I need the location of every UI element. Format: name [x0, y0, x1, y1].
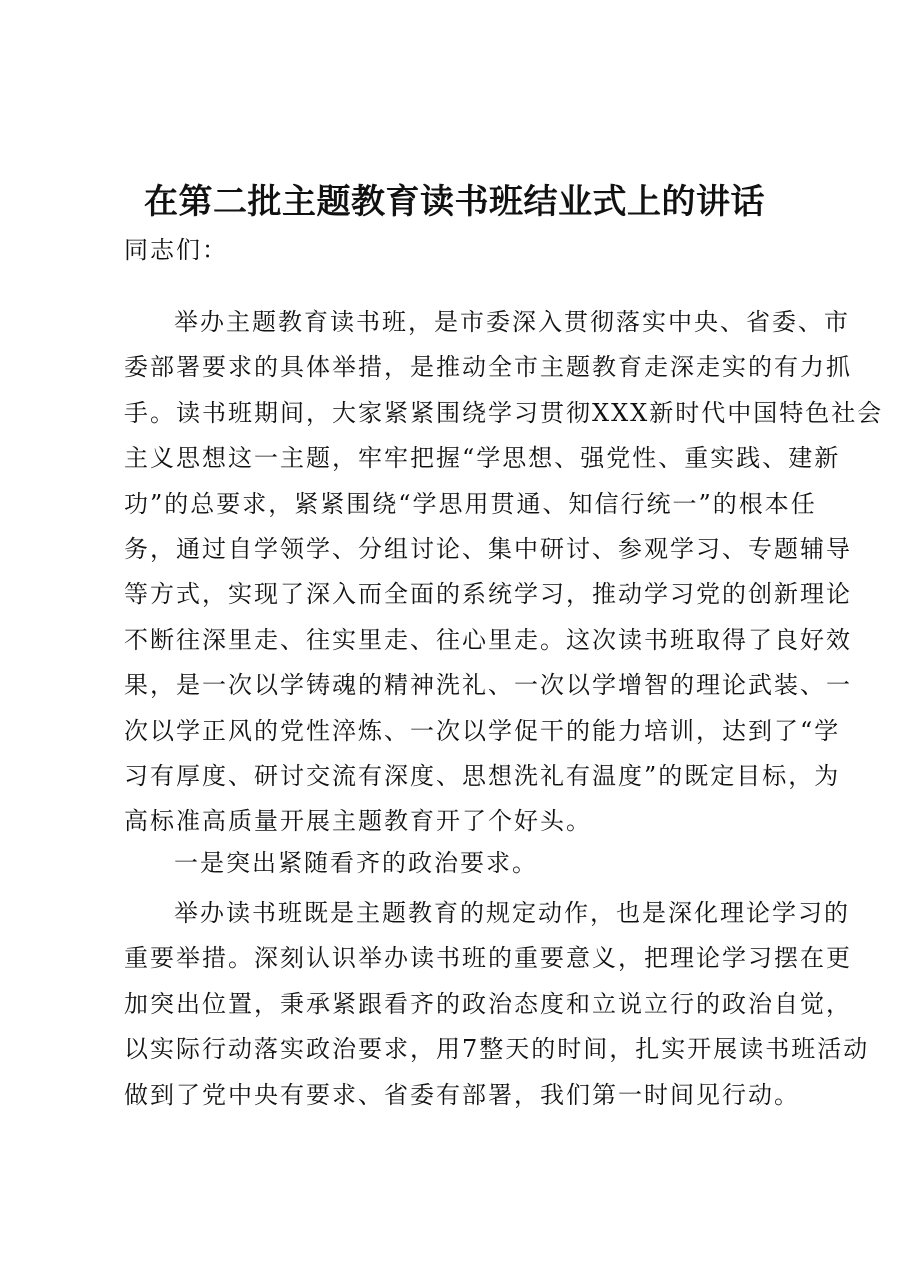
paragraph-line: 做到了党中央有要求、省委有部署，我们第一时间见行动。 — [124, 1080, 800, 1109]
paragraph-line: 次以学正风的党性淬炼、一次以学促干的能力培训，达到了“学 — [124, 716, 841, 745]
paragraph-line: 举办读书班既是主题教育的规定动作，也是深化理论学习的 — [174, 899, 850, 927]
paragraph-line: 务，通过自学领学、分组讨论、集中研讨、参观学习、专题辅导 — [124, 534, 852, 563]
paragraph-1 — [124, 300, 884, 845]
salutation-line: 同志们： — [124, 236, 228, 264]
document-title: 在第二批主题教育读书班结业式上的讲话 — [144, 182, 765, 222]
salutation — [124, 228, 810, 273]
paragraph-line: 手。读书班期间，大家紧紧围绕学习贯彻XXX新时代中国特色社会 — [124, 398, 884, 427]
paragraph-line: 等方式，实现了深入而全面的系统学习，推动学习党的创新理论 — [124, 580, 852, 609]
paragraph-2-heading — [124, 841, 810, 886]
paragraph-line: 重要举措。深刻认识举办读书班的重要意义，把理论学习摆在更 — [124, 944, 852, 973]
paragraph-line: 果，是一次以学铸魂的精神洗礼、一次以学增智的理论武装、一 — [124, 671, 852, 700]
paragraph-line: 以实际行动落实政治要求，用7整天的时间，扎实开展读书班活动 — [124, 1035, 870, 1064]
paragraph-3 — [124, 891, 870, 1118]
section-heading-line: 一是突出紧随看齐的政治要求。 — [174, 849, 538, 877]
paragraph-line: 高标准高质量开展主题教育开了个好头。 — [124, 807, 592, 836]
paragraph-line: 委部署要求的具体举措，是推动全市主题教育走深走实的有力抓 — [124, 353, 852, 382]
paragraph-line: 习有厚度、研讨交流有深度、思想洗礼有温度”的既定目标，为 — [124, 761, 841, 790]
paragraph-line: 不断往深里走、往实里走、往心里走。这次读书班取得了良好效 — [124, 625, 852, 654]
paragraph-line: 加突出位置，秉承紧跟看齐的政治态度和立说立行的政治自觉， — [124, 989, 852, 1018]
paragraph-line: 功”的总要求，紧紧围绕“学思用贯通、知信行统一”的根本任 — [124, 489, 817, 518]
paragraph-line: 主义思想这一主题，牢牢把握“学思想、强党性、重实践、建新 — [124, 444, 841, 473]
paragraph-line: 举办主题教育读书班，是市委深入贯彻落实中央、省委、市 — [174, 308, 850, 336]
